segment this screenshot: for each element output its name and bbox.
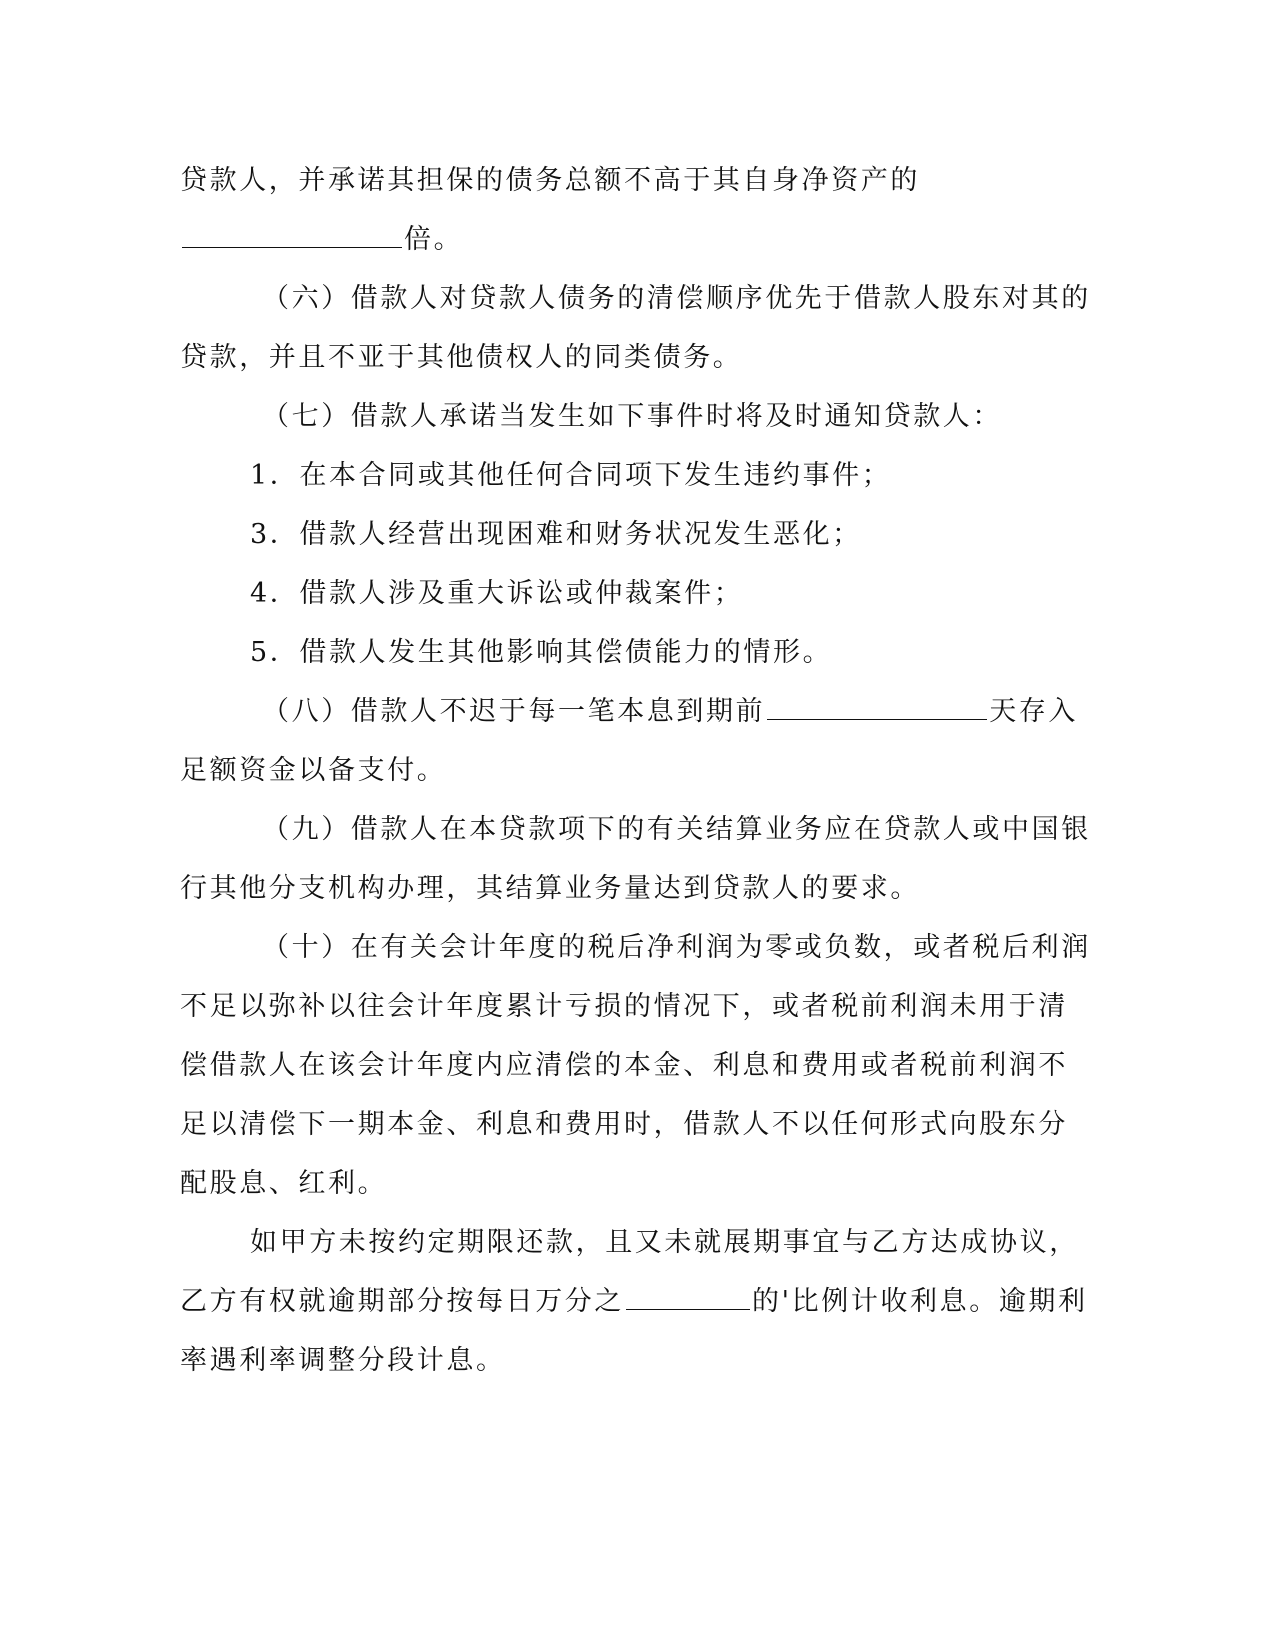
text-segment: 倍。 [404,224,464,255]
text-segment: （八）借款人不迟于每一笔本息到期前 [262,696,766,727]
overdue-paragraph: 如甲方未按约定期限还款，且又未就展期事宜与乙方达成协议， [250,1227,1079,1258]
text-line-with-blank [180,1282,1088,1322]
clause-9: （九）借款人在本贷款项下的有关结算业务应在贷款人或中国银 [262,814,1091,845]
fill-in-blank[interactable] [767,697,987,720]
text-line: 行其他分支机构办理，其结算业务量达到贷款人的要求。 [180,873,920,904]
text-line: 偿借款人在该会计年度内应清偿的本金、利息和费用或者税前利润不 [180,1050,1068,1081]
text-line: 贷款，并且不亚于其他债权人的同类债务。 [180,342,743,373]
list-item-4: 4．借款人涉及重大诉讼或仲裁案件； [250,578,744,609]
text-line: 配股息、红利。 [180,1168,388,1199]
clause-10: （十）在有关会计年度的税后净利润为零或负数，或者税后利润 [262,932,1091,963]
text-segment: 的'比例计收利息。逾期利 [752,1286,1088,1317]
text-line-with-blank [180,220,463,260]
text-line: 贷款人，并承诺其担保的债务总额不高于其自身净资产的 [180,165,920,196]
list-item-1: 1．在本合同或其他任何合同项下发生违约事件； [250,460,892,491]
text-segment: 天存入 [989,696,1079,727]
text-line: 足以清偿下一期本金、利息和费用时，借款人不以任何形式向股东分 [180,1109,1068,1140]
text-segment: 乙方有权就逾期部分按每日万分之 [180,1286,624,1317]
text-line: 足额资金以备支付。 [180,755,447,786]
fill-in-blank[interactable] [626,1287,750,1310]
clause-6: （六）借款人对贷款人债务的清偿顺序优先于借款人股东对其的 [262,283,1091,314]
clause-8 [262,692,1078,732]
fill-in-blank[interactable] [182,225,402,248]
clause-7: （七）借款人承诺当发生如下事件时将及时通知贷款人： [262,401,1002,432]
list-item-5: 5．借款人发生其他影响其偿债能力的情形。 [250,637,833,668]
text-line: 率遇利率调整分段计息。 [180,1345,506,1376]
list-item-3: 3．借款人经营出现困难和财务状况发生恶化； [250,519,862,550]
text-line: 不足以弥补以往会计年度累计亏损的情况下，或者税前利润未用于清 [180,991,1068,1022]
